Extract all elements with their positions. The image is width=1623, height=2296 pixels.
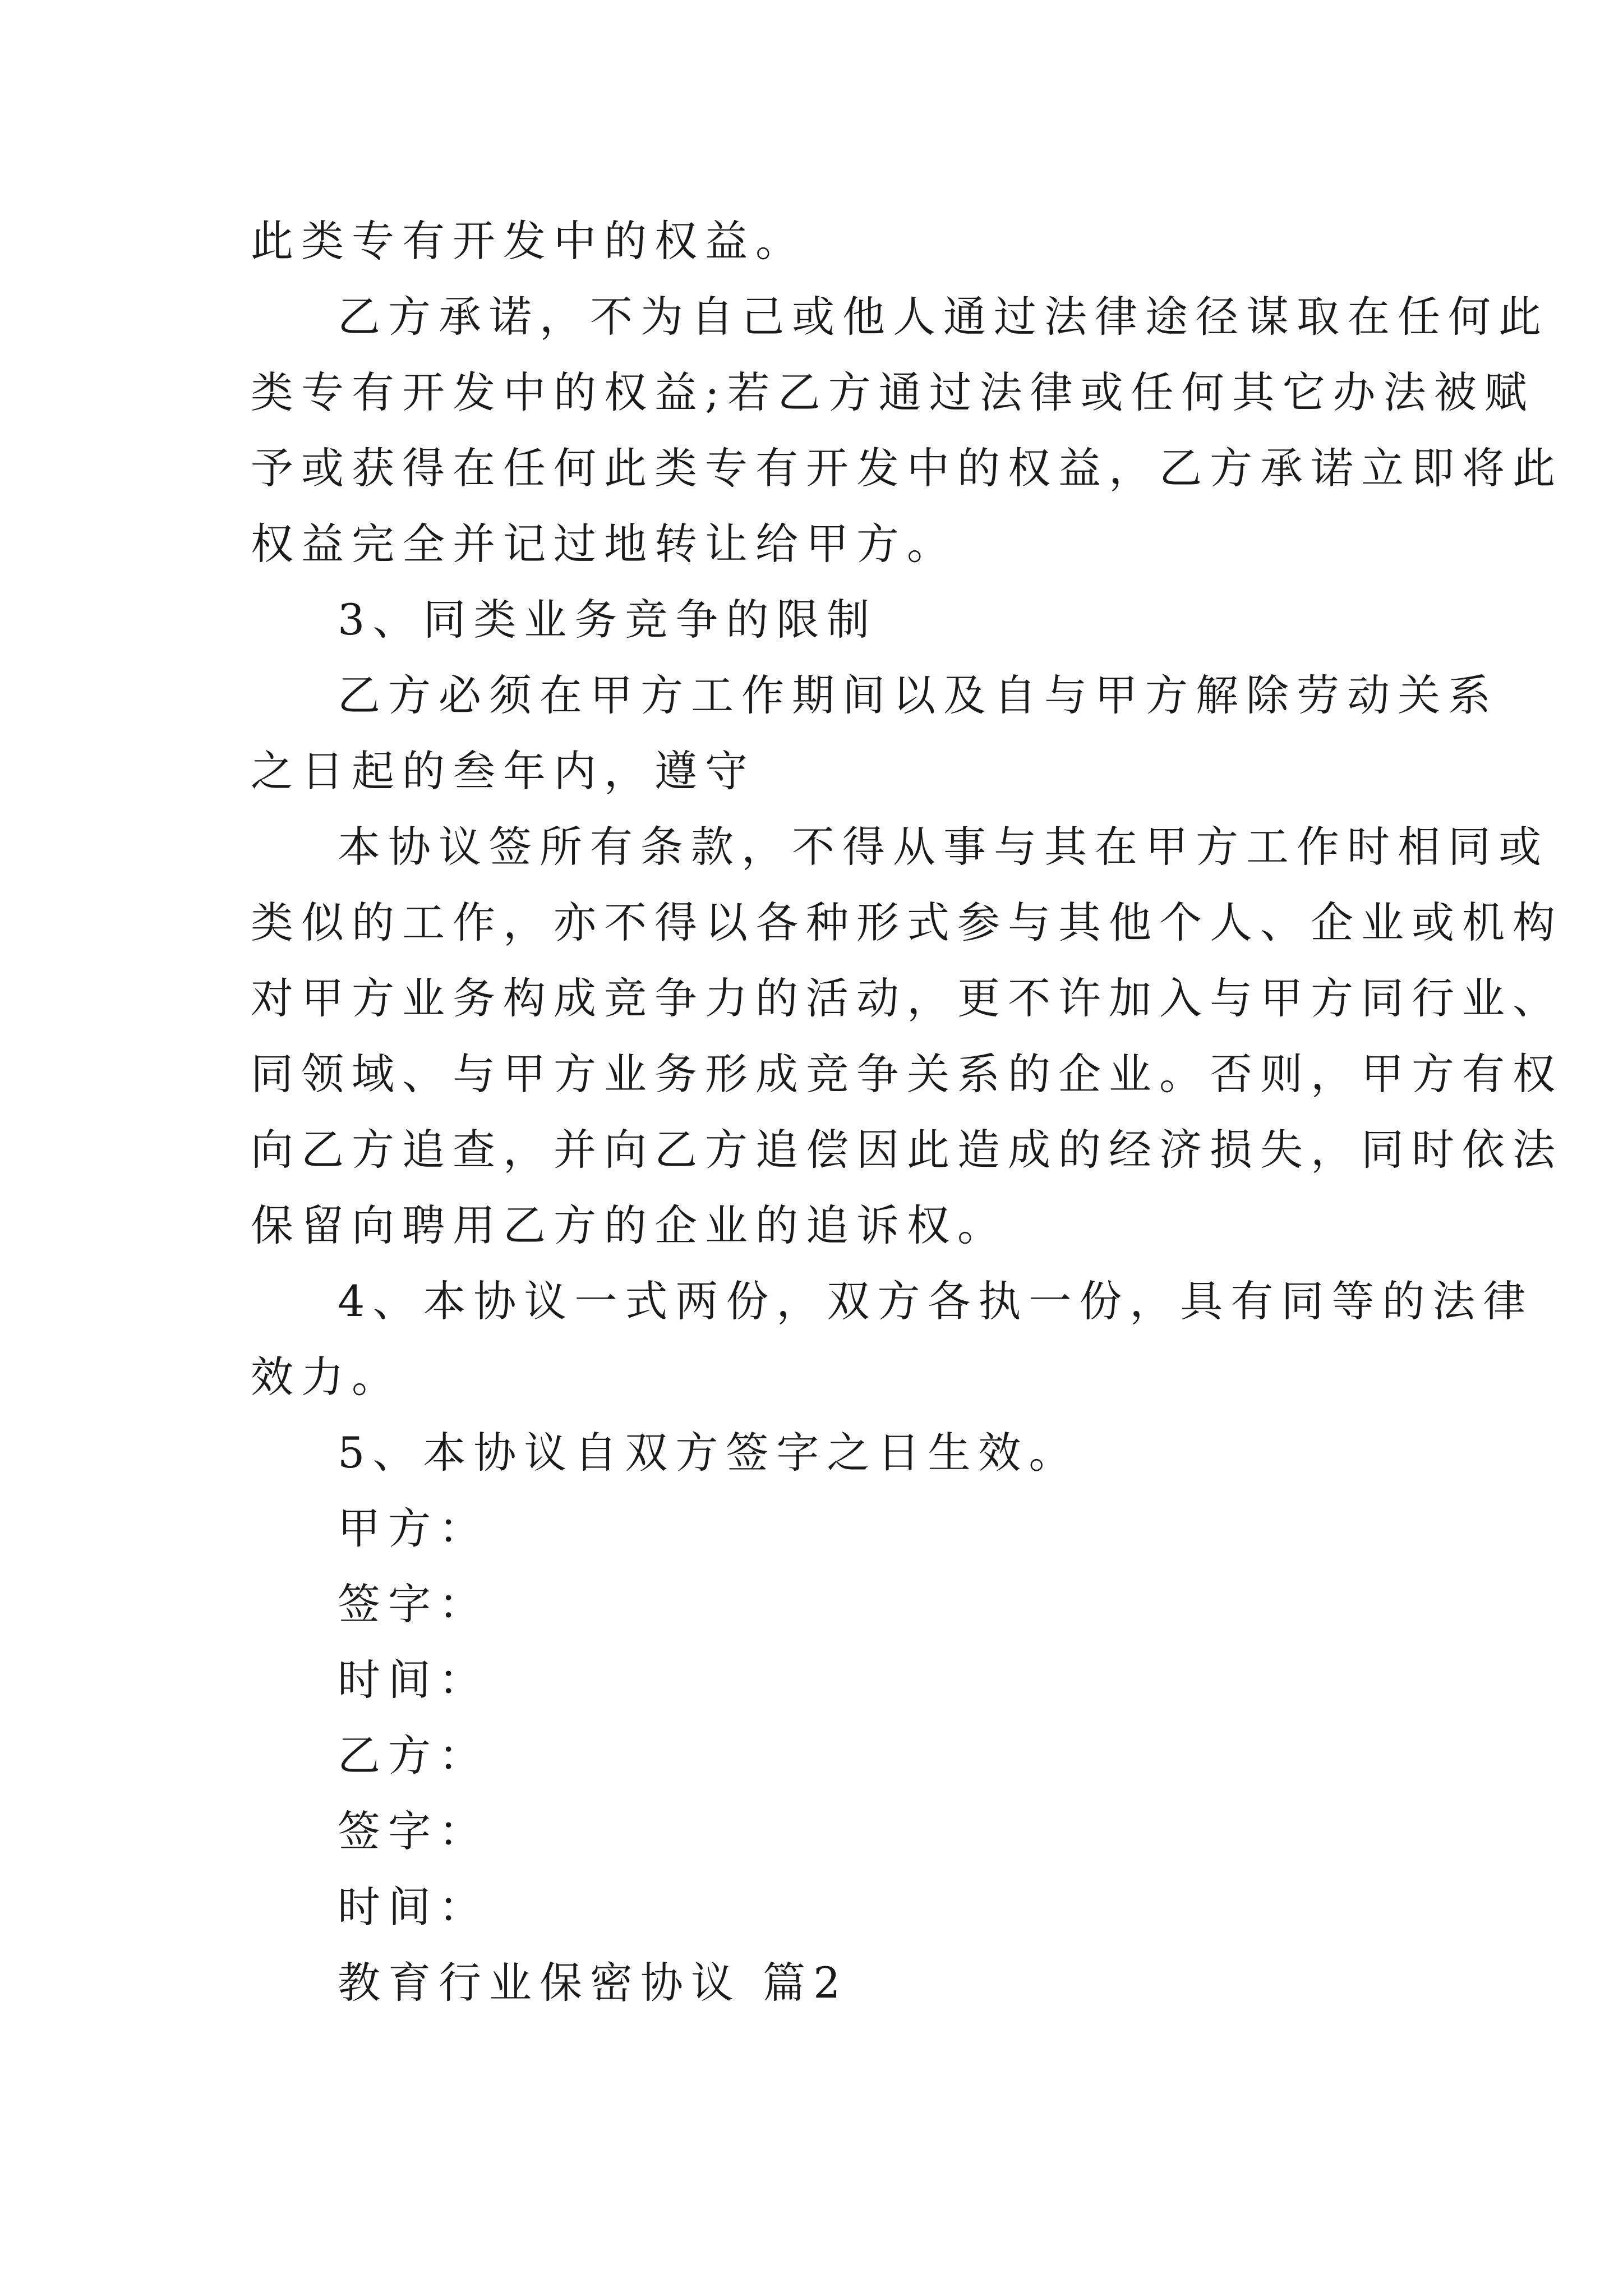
section-heading: 3、同类业务竞争的限制: [338, 595, 878, 645]
text-line: 之日起的叁年内，遵守: [251, 746, 755, 796]
section-title: 教育行业保密协议 篇2: [338, 1958, 849, 2008]
text-line: 权益完全并记过地转让给甲方。: [251, 519, 957, 569]
party-b-label: 乙方：: [338, 1731, 489, 1780]
text-line: 5、本协议自双方签字之日生效。: [338, 1428, 1080, 1478]
text-line: 本协议签所有条款，不得从事与其在甲方工作时相同或: [338, 822, 1549, 872]
text-line: 向乙方追查，并向乙方追偿因此造成的经济损失，同时依法: [251, 1125, 1563, 1175]
text-line: 予或获得在任何此类专有开发中的权益，乙方承诺立即将此: [251, 443, 1563, 493]
text-line: 同领域、与甲方业务形成竞争关系的企业。否则，甲方有权: [251, 1049, 1563, 1099]
text-line: 类专有开发中的权益;若乙方通过法律或任何其它办法被赋: [251, 367, 1535, 417]
text-line: 乙方必须在甲方工作期间以及自与甲方解除劳动关系: [338, 670, 1498, 720]
text-line: 此类专有开发中的权益。: [251, 216, 806, 266]
text-line: 类似的工作，亦不得以各种形式参与其他个人、企业或机构: [251, 898, 1563, 947]
party-a-label: 甲方：: [338, 1503, 489, 1553]
text-line: 乙方承诺，不为自己或他人通过法律途径谋取在任何此: [338, 292, 1549, 342]
text-line: 效力。: [251, 1352, 402, 1402]
text-line: 保留向聘用乙方的企业的追诉权。: [251, 1200, 1008, 1250]
signature-label: 签字：: [338, 1806, 489, 1856]
text-line: 4、本协议一式两份，双方各执一份，具有同等的法律: [338, 1276, 1534, 1326]
text-line: 对甲方业务构成竞争力的活动，更不许加入与甲方同行业、: [251, 973, 1563, 1023]
date-label: 时间：: [338, 1655, 489, 1705]
signature-label: 签字：: [338, 1579, 489, 1629]
date-label: 时间：: [338, 1882, 489, 1932]
